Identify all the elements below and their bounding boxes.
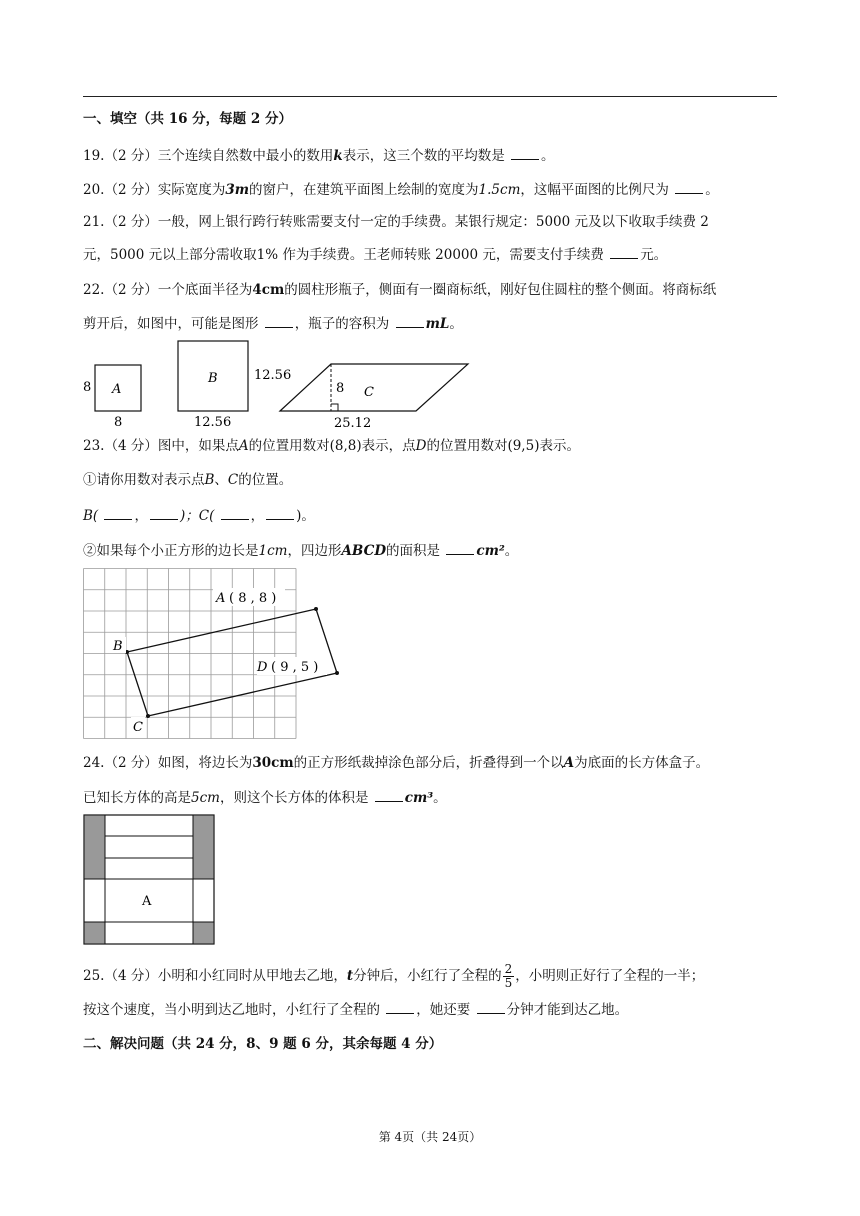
q22-text-b: 的圆柱形瓶子，侧面有一圈商标纸，刚好包住圆柱的整个侧面。将商标纸 bbox=[284, 282, 717, 298]
q23-b-y-blank[interactable] bbox=[150, 505, 178, 520]
shape-c-height: 8 bbox=[336, 381, 345, 396]
q22-text-d: ，瓶子的容积为 bbox=[294, 316, 390, 332]
q24-point-a: A bbox=[563, 755, 575, 771]
shape-c-parallelogram bbox=[280, 364, 468, 411]
q23-end: 。 bbox=[504, 543, 519, 559]
q19-var: k bbox=[333, 148, 343, 164]
shape-a-label: A bbox=[112, 382, 122, 397]
question-23-line-1 bbox=[83, 436, 580, 456]
question-24-line-1 bbox=[83, 753, 709, 773]
q25-text-e: ，她还要 bbox=[416, 1002, 471, 1018]
question-22-line-1 bbox=[83, 280, 716, 300]
section-1-title: 一、填空（共 16 分，每题 2 分） bbox=[83, 111, 292, 127]
question-25-line-1 bbox=[83, 962, 704, 990]
q23-point-b: B bbox=[204, 472, 215, 488]
q21-text-a: 元，5000 元以上部分需收取1% 作为手续费。王老师转账 20000 元，需要支付手续费 bbox=[83, 247, 604, 263]
q23-text-f: ①请你用数对表示点 bbox=[83, 472, 205, 488]
q23-comma-2: ， bbox=[250, 508, 265, 524]
cut-corner-top-left bbox=[84, 815, 105, 879]
shape-a-side: 8 bbox=[83, 380, 92, 395]
q23-close: )。 bbox=[296, 508, 315, 524]
q23-text-b: 的位置用数对 bbox=[248, 438, 330, 454]
q24-box-net-figure bbox=[83, 812, 218, 948]
q23-point-a: A bbox=[238, 438, 249, 454]
q23-text-d: 的位置用数对 bbox=[426, 438, 508, 454]
q20-value-2: 1.5cm bbox=[478, 182, 521, 198]
q20-answer-blank[interactable] bbox=[675, 179, 703, 194]
q23-text-h: ②如果每个小正方形的边长是 bbox=[83, 543, 259, 559]
q20-text-c: ，这幅平面图的比例尺为 bbox=[520, 182, 669, 198]
q22-end: 。 bbox=[449, 316, 463, 332]
q23-c-open: )；C( bbox=[179, 508, 215, 524]
q23-quad: ABCD bbox=[341, 543, 387, 559]
q23-area-blank[interactable] bbox=[446, 540, 474, 555]
q20-text-a: 20.（2 分）实际宽度为 bbox=[83, 182, 226, 198]
q23-text-i: ，四边形 bbox=[287, 543, 342, 559]
q23-side: 1cm bbox=[258, 543, 288, 559]
q23-text-c: 表示，点 bbox=[361, 438, 416, 454]
q25-text-c: ，小明则正好行了全程的一半； bbox=[515, 968, 705, 984]
q22-volume-blank[interactable] bbox=[396, 313, 424, 328]
question-25-line-2 bbox=[83, 999, 628, 1020]
fraction-denominator: 5 bbox=[504, 976, 513, 990]
q23-grid-figure bbox=[83, 568, 343, 743]
q20-end: 。 bbox=[705, 182, 719, 198]
page-footer: 第 4页（共 24页） bbox=[378, 1130, 482, 1144]
point-a bbox=[314, 607, 318, 611]
q24-height: 5cm bbox=[191, 790, 220, 806]
q23-text-a: 23.（4 分）图中，如果点 bbox=[83, 438, 239, 454]
header-rule bbox=[83, 96, 777, 97]
q22-figure bbox=[80, 338, 480, 434]
q22-text-c: 剪开后，如图中，可能是图形 bbox=[83, 316, 259, 332]
label-c: C bbox=[133, 720, 143, 735]
fraction-two-fifths bbox=[503, 963, 515, 990]
base-a-label: A bbox=[142, 894, 152, 909]
shape-b-bottom: 12.56 bbox=[194, 415, 232, 430]
q21-end: 元。 bbox=[640, 247, 668, 263]
q23-b-open: B( bbox=[83, 508, 99, 524]
q22-shape-blank[interactable] bbox=[265, 313, 293, 328]
cut-corner-top-right bbox=[193, 815, 214, 879]
q25-text-b: 分钟后，小红行了全程的 bbox=[353, 968, 502, 984]
question-23-line-4 bbox=[83, 540, 518, 561]
q23-c-y-blank[interactable] bbox=[266, 505, 294, 520]
q24-text-c: 为底面的长方体盒子。 bbox=[574, 755, 710, 771]
point-d bbox=[335, 671, 339, 675]
question-19 bbox=[83, 145, 555, 166]
q24-text-a: 24.（2 分）如图，将边长为 bbox=[83, 755, 253, 771]
q22-radius: 4cm bbox=[252, 282, 285, 298]
q24-volume-blank[interactable] bbox=[375, 787, 403, 802]
q23-text-j: 的面积是 bbox=[386, 543, 441, 559]
q23-separator: 、 bbox=[214, 472, 228, 488]
q23-point-c: C bbox=[227, 472, 239, 488]
q23-b-x-blank[interactable] bbox=[104, 505, 132, 520]
question-22-line-2 bbox=[83, 313, 463, 334]
q25-text-f: 分钟才能到达乙地。 bbox=[506, 1002, 629, 1018]
q25-text-a: 25.（4 分）小明和小红同时从甲地去乙地， bbox=[83, 968, 347, 984]
label-a: A bbox=[216, 591, 226, 606]
q22-unit: mL bbox=[425, 316, 450, 332]
q24-text-e: ，则这个长方体的体积是 bbox=[219, 790, 369, 806]
shape-a-bottom: 8 bbox=[114, 415, 123, 430]
q24-text-d: 已知长方体的高是 bbox=[83, 790, 191, 806]
q24-end: 。 bbox=[433, 790, 447, 806]
label-b: B bbox=[113, 639, 123, 654]
q25-fraction-blank[interactable] bbox=[386, 999, 414, 1014]
shape-c-label: C bbox=[364, 385, 374, 400]
q24-side: 30cm bbox=[252, 755, 294, 771]
q23-point-d: D bbox=[415, 438, 427, 454]
q25-text-d: 按这个速度，当小明到达乙地时，小红行了全程的 bbox=[83, 1002, 380, 1018]
q21-answer-blank[interactable] bbox=[610, 244, 638, 259]
q25-t: t bbox=[346, 968, 354, 984]
cut-corner-bottom-left bbox=[84, 922, 105, 944]
label-d-coord: ( 9 , 5 ) bbox=[271, 660, 319, 675]
q23-comma-1: ， bbox=[134, 508, 148, 524]
question-20 bbox=[83, 179, 719, 200]
label-a-coord: ( 8 , 8 ) bbox=[229, 591, 277, 606]
q24-unit: cm³ bbox=[404, 790, 434, 806]
cut-corner-bottom-right bbox=[193, 922, 214, 944]
q20-text-b: 的窗户，在建筑平面图上绘制的宽度为 bbox=[249, 182, 479, 198]
label-d: D bbox=[257, 660, 268, 675]
q19-end: 。 bbox=[541, 148, 555, 164]
shape-c-base: 25.12 bbox=[334, 416, 372, 431]
shape-b-side: 12.56 bbox=[254, 368, 292, 383]
q23-text-e: 表示。 bbox=[539, 438, 580, 454]
question-21-line-1: 21.（2 分）一般，网上银行跨行转账需要支付一定的手续费。某银行规定：5000 元及以下收取手续费 2 bbox=[83, 214, 709, 230]
q19-text-b: 表示，这三个数的平均数是 bbox=[342, 148, 505, 164]
q19-answer-blank[interactable] bbox=[511, 145, 539, 160]
q23-text-g: 的位置。 bbox=[238, 472, 293, 488]
q23-area-unit: cm² bbox=[476, 543, 505, 559]
question-23-line-2 bbox=[83, 470, 292, 490]
question-24-line-2 bbox=[83, 787, 447, 808]
section-2-title: 二、解决问题（共 24 分，8、9 题 6 分，其余每题 4 分） bbox=[83, 1036, 443, 1052]
q19-text: 19.（2 分）三个连续自然数中最小的数用 bbox=[83, 148, 334, 164]
shape-b-label: B bbox=[208, 371, 218, 386]
q23-c-x-blank[interactable] bbox=[221, 505, 249, 520]
point-c bbox=[146, 714, 150, 718]
q24-text-b: 的正方形纸裁掉涂色部分后，折叠得到一个以 bbox=[293, 755, 564, 771]
question-23-line-3 bbox=[83, 505, 315, 526]
q20-value-1: 3m bbox=[225, 182, 250, 198]
question-21-line-2 bbox=[83, 244, 667, 265]
q25-minutes-blank[interactable] bbox=[477, 999, 505, 1014]
q22-text-a: 22.（2 分）一个底面半径为 bbox=[83, 282, 253, 298]
fraction-numerator: 2 bbox=[504, 962, 513, 976]
q23-coord-a: (8,8) bbox=[329, 438, 362, 454]
q23-coord-d: (9,5) bbox=[507, 438, 540, 454]
